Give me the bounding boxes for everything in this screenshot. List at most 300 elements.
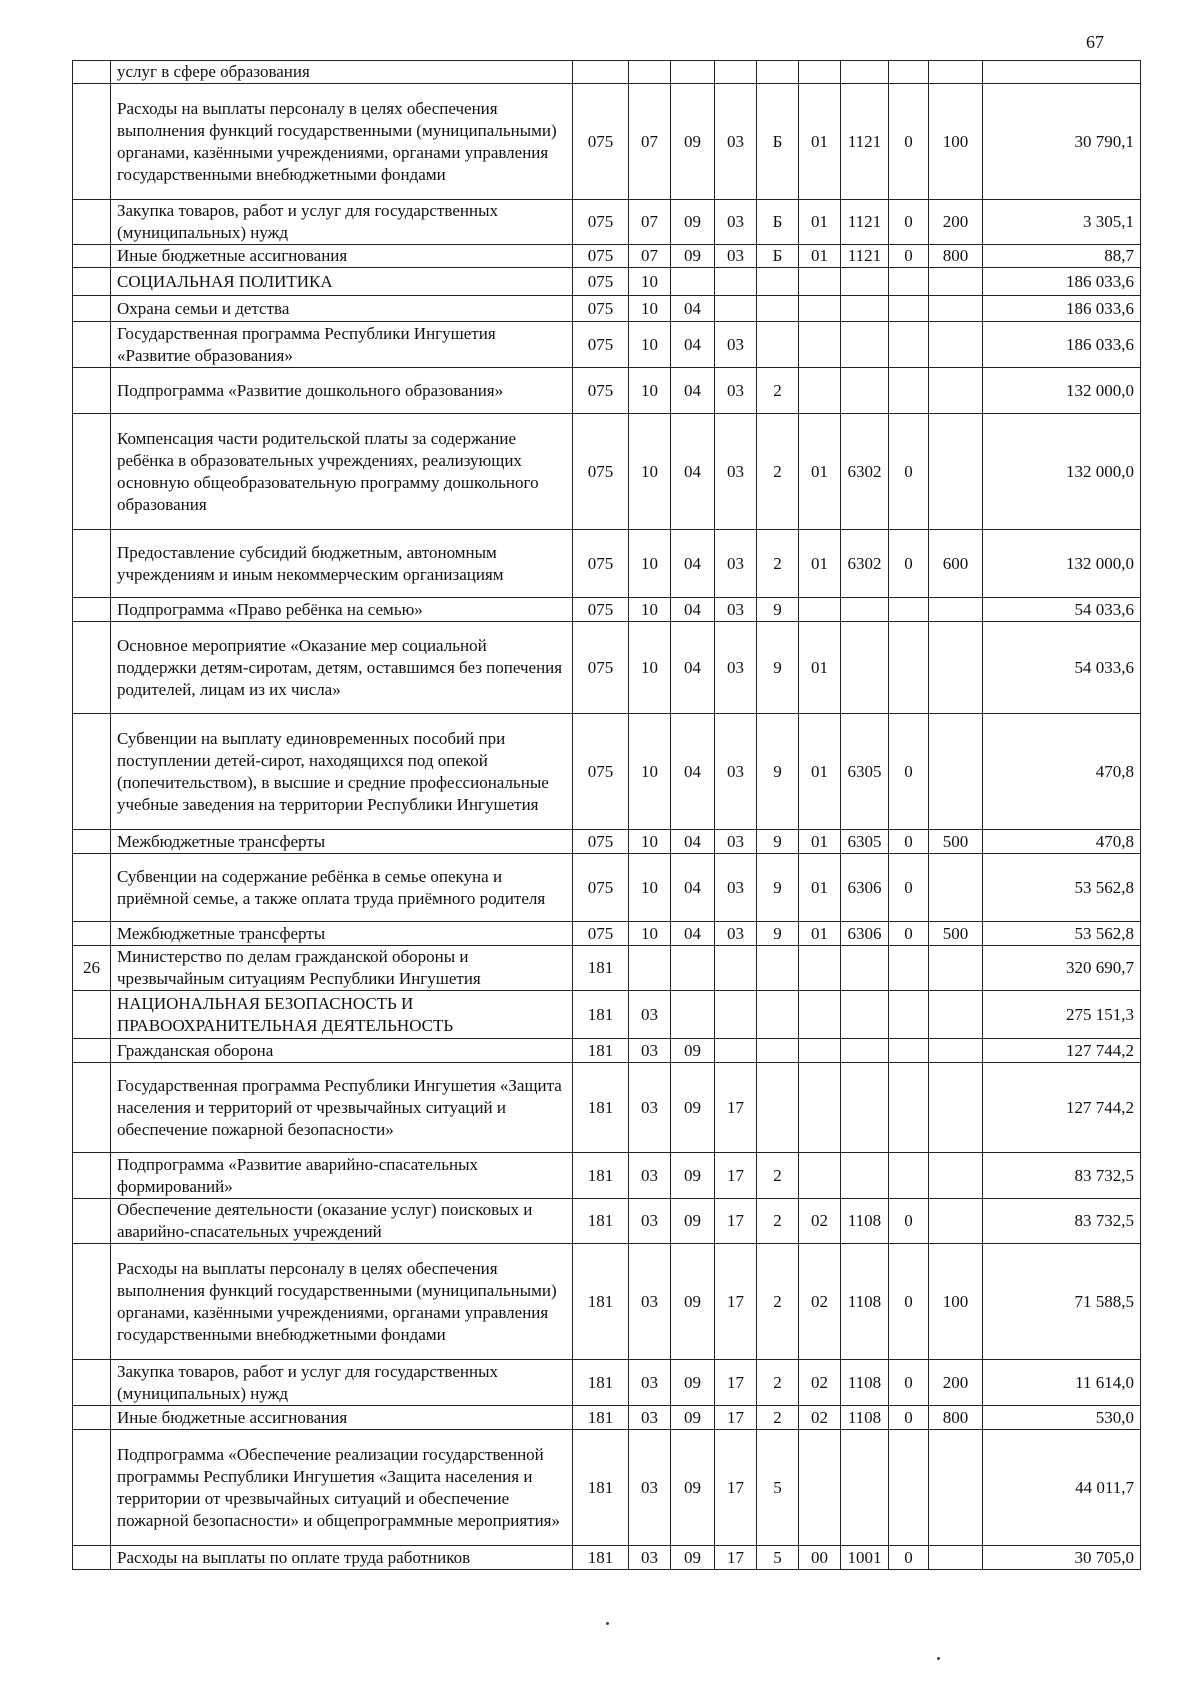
- subprogram-code-cell: Б: [757, 245, 799, 268]
- direction-code-cell: 6306: [841, 854, 889, 922]
- direction-code-cell: 6305: [841, 830, 889, 854]
- extra-code-cell: 0: [889, 922, 929, 946]
- event-code-cell: [799, 1039, 841, 1063]
- row-index-cell: [73, 1063, 111, 1153]
- event-code-cell: 02: [799, 1406, 841, 1430]
- ved-code-cell: 181: [573, 1063, 629, 1153]
- table-body: [73, 61, 1141, 1570]
- direction-code-cell: 1108: [841, 1360, 889, 1406]
- subsection-code-cell: [671, 946, 715, 991]
- section-code-cell: 03: [629, 1430, 671, 1546]
- row-index-cell: [73, 84, 111, 200]
- row-name-cell: Межбюджетные трансферты: [111, 830, 573, 854]
- subsection-code-cell: 04: [671, 296, 715, 322]
- row-index-cell: [73, 1406, 111, 1430]
- subprogram-code-cell: 9: [757, 830, 799, 854]
- table-row: [73, 84, 1141, 200]
- ved-code-cell: 181: [573, 991, 629, 1039]
- program-code-cell: 03: [715, 922, 757, 946]
- table-row: [73, 946, 1141, 991]
- amount-cell: 71 588,5: [983, 1244, 1141, 1360]
- event-code-cell: 01: [799, 200, 841, 245]
- ved-code-cell: 075: [573, 84, 629, 200]
- event-code-cell: 02: [799, 1244, 841, 1360]
- section-code-cell: 10: [629, 530, 671, 598]
- table-row: [73, 830, 1141, 854]
- direction-code-cell: [841, 322, 889, 368]
- extra-code-cell: 0: [889, 854, 929, 922]
- row-name-cell: НАЦИОНАЛЬНАЯ БЕЗОПАСНОСТЬ И ПРАВООХРАНИТЕЛЬНАЯ ДЕЯТЕЛЬНОСТЬ: [111, 991, 573, 1039]
- program-code-cell: [715, 1039, 757, 1063]
- event-code-cell: [799, 268, 841, 296]
- row-index-cell: [73, 1360, 111, 1406]
- direction-code-cell: [841, 598, 889, 622]
- section-code-cell: 10: [629, 414, 671, 530]
- amount-cell: 30 790,1: [983, 84, 1141, 200]
- extra-code-cell: 0: [889, 1199, 929, 1244]
- amount-cell: 3 305,1: [983, 200, 1141, 245]
- amount-cell: 275 151,3: [983, 991, 1141, 1039]
- section-code-cell: 07: [629, 200, 671, 245]
- subsection-code-cell: [671, 268, 715, 296]
- extra-code-cell: [889, 368, 929, 414]
- direction-code-cell: 1108: [841, 1244, 889, 1360]
- amount-cell: 53 562,8: [983, 922, 1141, 946]
- section-code-cell: 10: [629, 368, 671, 414]
- subprogram-code-cell: Б: [757, 84, 799, 200]
- direction-code-cell: 6302: [841, 414, 889, 530]
- amount-cell: 54 033,6: [983, 598, 1141, 622]
- event-code-cell: [799, 991, 841, 1039]
- expense-type-code-cell: [929, 268, 983, 296]
- direction-code-cell: [841, 368, 889, 414]
- extra-code-cell: 0: [889, 200, 929, 245]
- expense-type-code-cell: [929, 1063, 983, 1153]
- extra-code-cell: 0: [889, 1406, 929, 1430]
- section-code-cell: 10: [629, 622, 671, 714]
- ved-code-cell: 075: [573, 368, 629, 414]
- direction-code-cell: 6305: [841, 714, 889, 830]
- expense-type-code-cell: [929, 946, 983, 991]
- row-index-cell: [73, 1546, 111, 1570]
- subsection-code-cell: 04: [671, 714, 715, 830]
- event-code-cell: [799, 598, 841, 622]
- event-code-cell: 02: [799, 1360, 841, 1406]
- event-code-cell: [799, 1430, 841, 1546]
- row-name-cell: Расходы на выплаты персоналу в целях обеспечения выполнения функций государственными (муниципальными) органами, казёнными учреждениями, органами управления государственными внебюджетными фондами: [111, 1244, 573, 1360]
- ved-code-cell: 075: [573, 598, 629, 622]
- subprogram-code-cell: 2: [757, 1406, 799, 1430]
- direction-code-cell: [841, 1063, 889, 1153]
- row-index-cell: [73, 1153, 111, 1199]
- subprogram-code-cell: 2: [757, 368, 799, 414]
- extra-code-cell: [889, 622, 929, 714]
- program-code-cell: 03: [715, 598, 757, 622]
- expense-type-code-cell: [929, 61, 983, 84]
- amount-cell: 11 614,0: [983, 1360, 1141, 1406]
- row-name-cell: Субвенции на содержание ребёнка в семье опекуна и приёмной семье, а также оплата труда приёмного родителя: [111, 854, 573, 922]
- amount-cell: 320 690,7: [983, 946, 1141, 991]
- table-row: [73, 414, 1141, 530]
- row-name-cell: Компенсация части родительской платы за содержание ребёнка в образовательных учреждениях, реализующих основную общеобразовательную программу дошкольного образования: [111, 414, 573, 530]
- expense-type-code-cell: [929, 322, 983, 368]
- expense-type-code-cell: [929, 714, 983, 830]
- row-index-cell: [73, 922, 111, 946]
- row-name-cell: Закупка товаров, работ и услуг для государственных (муниципальных) нужд: [111, 1360, 573, 1406]
- extra-code-cell: [889, 598, 929, 622]
- program-code-cell: 03: [715, 200, 757, 245]
- direction-code-cell: [841, 1039, 889, 1063]
- subsection-code-cell: 09: [671, 1546, 715, 1570]
- table-row: [73, 1406, 1141, 1430]
- section-code-cell: 10: [629, 268, 671, 296]
- amount-cell: 132 000,0: [983, 368, 1141, 414]
- ved-code-cell: 075: [573, 530, 629, 598]
- extra-code-cell: 0: [889, 530, 929, 598]
- event-code-cell: 01: [799, 714, 841, 830]
- event-code-cell: 02: [799, 1199, 841, 1244]
- page-number: 67: [1086, 32, 1104, 52]
- section-code-cell: 10: [629, 714, 671, 830]
- table-row: [73, 854, 1141, 922]
- amount-cell: 132 000,0: [983, 414, 1141, 530]
- scan-dot: [937, 1657, 940, 1660]
- row-name-cell: Предоставление субсидий бюджетным, автономным учреждениям и иным некоммерческим организациям: [111, 530, 573, 598]
- subsection-code-cell: 04: [671, 622, 715, 714]
- extra-code-cell: 0: [889, 1546, 929, 1570]
- extra-code-cell: [889, 296, 929, 322]
- row-index-cell: [73, 622, 111, 714]
- subprogram-code-cell: Б: [757, 200, 799, 245]
- subprogram-code-cell: 5: [757, 1430, 799, 1546]
- amount-cell: 530,0: [983, 1406, 1141, 1430]
- event-code-cell: 01: [799, 830, 841, 854]
- section-code-cell: [629, 946, 671, 991]
- ved-code-cell: 181: [573, 1430, 629, 1546]
- extra-code-cell: [889, 1063, 929, 1153]
- row-index-cell: [73, 322, 111, 368]
- event-code-cell: 01: [799, 922, 841, 946]
- extra-code-cell: [889, 1153, 929, 1199]
- section-code-cell: 10: [629, 296, 671, 322]
- subprogram-code-cell: 2: [757, 414, 799, 530]
- amount-cell: 83 732,5: [983, 1199, 1141, 1244]
- expense-type-code-cell: 100: [929, 84, 983, 200]
- expense-type-code-cell: [929, 598, 983, 622]
- direction-code-cell: [841, 991, 889, 1039]
- subprogram-code-cell: 9: [757, 598, 799, 622]
- section-code-cell: 03: [629, 1360, 671, 1406]
- row-index-cell: [73, 1430, 111, 1546]
- row-name-cell: Подпрограмма «Обеспечение реализации государственной программы Республики Ингушетия «Защита населения и территории от чрезвычайных ситуаций и обеспечение пожарной безопасности» и общепрограммные мероприятия»: [111, 1430, 573, 1546]
- event-code-cell: [799, 1063, 841, 1153]
- expense-type-code-cell: [929, 368, 983, 414]
- expense-type-code-cell: 500: [929, 922, 983, 946]
- direction-code-cell: [841, 1430, 889, 1546]
- row-index-cell: [73, 830, 111, 854]
- row-name-cell: Подпрограмма «Развитие аварийно-спасательных формирований»: [111, 1153, 573, 1199]
- subsection-code-cell: 09: [671, 245, 715, 268]
- subsection-code-cell: 09: [671, 1244, 715, 1360]
- program-code-cell: 17: [715, 1406, 757, 1430]
- row-name-cell: Иные бюджетные ассигнования: [111, 245, 573, 268]
- direction-code-cell: 1108: [841, 1199, 889, 1244]
- amount-cell: 470,8: [983, 714, 1141, 830]
- event-code-cell: 01: [799, 530, 841, 598]
- section-code-cell: 10: [629, 830, 671, 854]
- program-code-cell: 03: [715, 84, 757, 200]
- expense-type-code-cell: [929, 1546, 983, 1570]
- subprogram-code-cell: 2: [757, 1199, 799, 1244]
- section-code-cell: 03: [629, 1546, 671, 1570]
- subsection-code-cell: 04: [671, 854, 715, 922]
- subprogram-code-cell: [757, 991, 799, 1039]
- row-name-cell: Подпрограмма «Право ребёнка на семью»: [111, 598, 573, 622]
- row-name-cell: Гражданская оборона: [111, 1039, 573, 1063]
- ved-code-cell: 075: [573, 414, 629, 530]
- event-code-cell: [799, 368, 841, 414]
- expense-type-code-cell: 500: [929, 830, 983, 854]
- ved-code-cell: 075: [573, 200, 629, 245]
- table-row: [73, 1244, 1141, 1360]
- row-index-cell: [73, 1199, 111, 1244]
- row-name-cell: Межбюджетные трансферты: [111, 922, 573, 946]
- section-code-cell: [629, 61, 671, 84]
- subsection-code-cell: [671, 61, 715, 84]
- extra-code-cell: [889, 322, 929, 368]
- row-index-cell: [73, 854, 111, 922]
- extra-code-cell: 0: [889, 714, 929, 830]
- row-name-cell: услуг в сфере образования: [111, 61, 573, 84]
- row-index-cell: [73, 714, 111, 830]
- table-row: [73, 268, 1141, 296]
- extra-code-cell: [889, 1430, 929, 1546]
- event-code-cell: 01: [799, 414, 841, 530]
- extra-code-cell: 0: [889, 830, 929, 854]
- section-code-cell: 07: [629, 84, 671, 200]
- subsection-code-cell: 04: [671, 922, 715, 946]
- table-row: [73, 245, 1141, 268]
- ved-code-cell: 181: [573, 1546, 629, 1570]
- direction-code-cell: 1108: [841, 1406, 889, 1430]
- expense-type-code-cell: [929, 622, 983, 714]
- amount-cell: 88,7: [983, 245, 1141, 268]
- program-code-cell: [715, 946, 757, 991]
- section-code-cell: 07: [629, 245, 671, 268]
- table-row: [73, 61, 1141, 84]
- subprogram-code-cell: 2: [757, 1153, 799, 1199]
- row-name-cell: Обеспечение деятельности (оказание услуг) поисковых и аварийно-спасательных учреждений: [111, 1199, 573, 1244]
- extra-code-cell: 0: [889, 84, 929, 200]
- ved-code-cell: 181: [573, 946, 629, 991]
- table-row: [73, 1039, 1141, 1063]
- event-code-cell: [799, 322, 841, 368]
- event-code-cell: [799, 296, 841, 322]
- amount-cell: 470,8: [983, 830, 1141, 854]
- direction-code-cell: [841, 946, 889, 991]
- extra-code-cell: [889, 268, 929, 296]
- table-row: [73, 296, 1141, 322]
- amount-cell: 54 033,6: [983, 622, 1141, 714]
- extra-code-cell: [889, 1039, 929, 1063]
- subprogram-code-cell: [757, 61, 799, 84]
- subsection-code-cell: 04: [671, 598, 715, 622]
- expense-type-code-cell: [929, 991, 983, 1039]
- section-code-cell: 03: [629, 1063, 671, 1153]
- program-code-cell: 17: [715, 1199, 757, 1244]
- row-index-cell: [73, 61, 111, 84]
- direction-code-cell: 6306: [841, 922, 889, 946]
- subprogram-code-cell: 9: [757, 622, 799, 714]
- amount-cell: 127 744,2: [983, 1039, 1141, 1063]
- ved-code-cell: 181: [573, 1153, 629, 1199]
- table-row: [73, 322, 1141, 368]
- table-row: [73, 200, 1141, 245]
- section-code-cell: 10: [629, 922, 671, 946]
- row-index-cell: 26: [73, 946, 111, 991]
- table-row: [73, 714, 1141, 830]
- amount-cell: 53 562,8: [983, 854, 1141, 922]
- ved-code-cell: 075: [573, 922, 629, 946]
- subprogram-code-cell: 9: [757, 714, 799, 830]
- row-index-cell: [73, 1244, 111, 1360]
- row-name-cell: Подпрограмма «Развитие дошкольного образования»: [111, 368, 573, 414]
- ved-code-cell: 181: [573, 1039, 629, 1063]
- event-code-cell: 01: [799, 245, 841, 268]
- extra-code-cell: [889, 991, 929, 1039]
- program-code-cell: 03: [715, 368, 757, 414]
- subsection-code-cell: 09: [671, 1063, 715, 1153]
- subsection-code-cell: 09: [671, 1360, 715, 1406]
- event-code-cell: 01: [799, 84, 841, 200]
- program-code-cell: 03: [715, 414, 757, 530]
- expense-type-code-cell: [929, 1199, 983, 1244]
- event-code-cell: [799, 1153, 841, 1199]
- amount-cell: 83 732,5: [983, 1153, 1141, 1199]
- subprogram-code-cell: 2: [757, 1360, 799, 1406]
- direction-code-cell: 1121: [841, 84, 889, 200]
- table-row: [73, 598, 1141, 622]
- direction-code-cell: 6302: [841, 530, 889, 598]
- subprogram-code-cell: [757, 268, 799, 296]
- ved-code-cell: 181: [573, 1406, 629, 1430]
- subsection-code-cell: 09: [671, 84, 715, 200]
- subsection-code-cell: [671, 991, 715, 1039]
- row-name-cell: Расходы на выплаты персоналу в целях обеспечения выполнения функций государственными (муниципальными) органами, казёнными учреждениями, органами управления государственными внебюджетными фондами: [111, 84, 573, 200]
- section-code-cell: 03: [629, 1153, 671, 1199]
- section-code-cell: 03: [629, 1406, 671, 1430]
- ved-code-cell: 075: [573, 854, 629, 922]
- expense-type-code-cell: [929, 414, 983, 530]
- section-code-cell: 10: [629, 598, 671, 622]
- ved-code-cell: 075: [573, 714, 629, 830]
- subsection-code-cell: 04: [671, 322, 715, 368]
- ved-code-cell: [573, 61, 629, 84]
- table-row: [73, 1430, 1141, 1546]
- amount-cell: 186 033,6: [983, 322, 1141, 368]
- row-index-cell: [73, 598, 111, 622]
- row-name-cell: Субвенции на выплату единовременных пособий при поступлении детей-сирот, находящихся под опекой (попечительством), в высшие и средние профессиональные учебные заведения на территории Республики Ингушетия: [111, 714, 573, 830]
- extra-code-cell: 0: [889, 245, 929, 268]
- ved-code-cell: 075: [573, 245, 629, 268]
- section-code-cell: 03: [629, 1039, 671, 1063]
- row-name-cell: Государственная программа Республики Ингушетия «Защита населения и территорий от чрезвычайных ситуаций и обеспечение пожарной безопасности»: [111, 1063, 573, 1153]
- expense-type-code-cell: 800: [929, 1406, 983, 1430]
- row-index-cell: [73, 368, 111, 414]
- expense-type-code-cell: 100: [929, 1244, 983, 1360]
- program-code-cell: 17: [715, 1430, 757, 1546]
- expense-type-code-cell: 600: [929, 530, 983, 598]
- subsection-code-cell: 09: [671, 1039, 715, 1063]
- amount-cell: 186 033,6: [983, 268, 1141, 296]
- event-code-cell: 01: [799, 854, 841, 922]
- ved-code-cell: 181: [573, 1199, 629, 1244]
- expense-type-code-cell: [929, 1039, 983, 1063]
- subprogram-code-cell: [757, 296, 799, 322]
- ved-code-cell: 075: [573, 268, 629, 296]
- amount-cell: 30 705,0: [983, 1546, 1141, 1570]
- subsection-code-cell: 04: [671, 414, 715, 530]
- row-index-cell: [73, 200, 111, 245]
- row-index-cell: [73, 1039, 111, 1063]
- table-row: [73, 922, 1141, 946]
- program-code-cell: [715, 991, 757, 1039]
- table-row: [73, 991, 1141, 1039]
- subprogram-code-cell: 9: [757, 854, 799, 922]
- budget-table: [72, 60, 1141, 1570]
- subsection-code-cell: 04: [671, 368, 715, 414]
- subsection-code-cell: 09: [671, 1199, 715, 1244]
- section-code-cell: 10: [629, 854, 671, 922]
- expense-type-code-cell: 200: [929, 200, 983, 245]
- program-code-cell: 03: [715, 530, 757, 598]
- program-code-cell: 03: [715, 322, 757, 368]
- extra-code-cell: 0: [889, 414, 929, 530]
- row-index-cell: [73, 296, 111, 322]
- row-name-cell: Иные бюджетные ассигнования: [111, 1406, 573, 1430]
- amount-cell: 44 011,7: [983, 1430, 1141, 1546]
- row-name-cell: Государственная программа Республики Ингушетия «Развитие образования»: [111, 322, 573, 368]
- subsection-code-cell: 09: [671, 200, 715, 245]
- event-code-cell: 00: [799, 1546, 841, 1570]
- table-row: [73, 1546, 1141, 1570]
- expense-type-code-cell: [929, 854, 983, 922]
- amount-cell: [983, 61, 1141, 84]
- row-index-cell: [73, 245, 111, 268]
- event-code-cell: [799, 946, 841, 991]
- table-row: [73, 1153, 1141, 1199]
- subsection-code-cell: 04: [671, 830, 715, 854]
- row-name-cell: Основное мероприятие «Оказание мер социальной поддержки детям-сиротам, детям, оставшимся без попечения родителей, лицам из их числа»: [111, 622, 573, 714]
- table-row: [73, 1063, 1141, 1153]
- subprogram-code-cell: [757, 946, 799, 991]
- ved-code-cell: 075: [573, 322, 629, 368]
- row-name-cell: Министерство по делам гражданской обороны и чрезвычайным ситуациям Республики Ингушетия: [111, 946, 573, 991]
- extra-code-cell: [889, 946, 929, 991]
- scan-dot: [606, 1622, 609, 1625]
- program-code-cell: [715, 296, 757, 322]
- expense-type-code-cell: [929, 1430, 983, 1546]
- row-index-cell: [73, 530, 111, 598]
- section-code-cell: 03: [629, 1244, 671, 1360]
- direction-code-cell: [841, 296, 889, 322]
- program-code-cell: 03: [715, 622, 757, 714]
- program-code-cell: [715, 268, 757, 296]
- direction-code-cell: [841, 61, 889, 84]
- program-code-cell: 03: [715, 714, 757, 830]
- subprogram-code-cell: [757, 1039, 799, 1063]
- table-row: [73, 622, 1141, 714]
